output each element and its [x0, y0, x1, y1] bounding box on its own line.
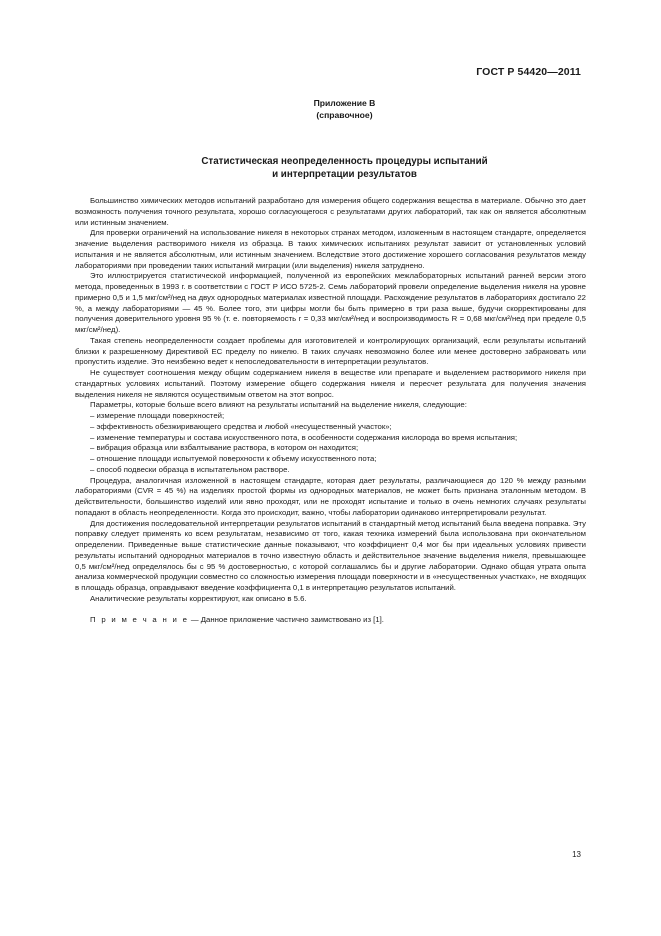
paragraph: Большинство химических методов испытаний разработано для измерения общего содержания вещества в материале. Обычно это дает возможность получения точного результата, хорошо согласующегося с результатами других лабораторий, так как он является абсолютным или истинным значением.: [75, 196, 586, 227]
paragraph: Для достижения последовательной интерпретации результатов испытаний в стандартный метод испытаний была введена поправка. Эту поправку следует применять ко всем результатам, независимо от того, какая техника измерений была использована при окончательном определении. Приведенные выше статистические данные показывают, что коэффициент 0,4 мог бы при идеальных условиях привести результаты испытаний однородных материалов в точно известную область и действительное значение выделения никеля, превышающее 0,5 мкг/см²/нед определялось бы с 95 % достоверностью, с которой соглашались бы и другие лаборатории. Однако общая утрата опыта анализа коммерческой продукции совместно со сложностью измерения площади поверхности и в «несущественных участках», не входящих в площадь образца, оправдывают введение коэффициента 0,1 в интерпретацию результатов испытаний.: [75, 518, 586, 592]
list-item: – эффективность обезжиривающего средства и любой «несущественный участок»;: [90, 421, 392, 431]
section-title-line-1: Статистическая неопределенность процедуры испытаний: [201, 156, 488, 167]
document-standard-number: ГОСТ Р 54420—2011: [476, 66, 581, 78]
paragraph: Аналитические результаты корректируют, как описано в 5.6.: [90, 593, 307, 603]
paragraph: Это иллюстрируется статистической информацией, полученной из европейских межлабораторных испытаний ранней версии этого метода, проведенных в 1993 г. в соответствии с ГОСТ Р ИСО 5725-2. Семь лабораторий провели определение выделения никеля на уровне примерно 0,5 и 1,5 мкг/см²/нед на двух однородных материалах известной площади. Расхождение результатов в лабораториях достигало 22 %, а между лабораториями — 45 %. Более того, эти цифры могли бы быть примерно в три раза выше, будучи скорректированы для получения доверительного уровня 95 % (т. е. повторяемость r = 0,33 мкг/см²/нед и воспроизводимость R = 0,68 мкг/см²/нед при пределе 0,5 мкг/см²/нед).: [75, 271, 586, 334]
page-number: 13: [572, 850, 581, 859]
note-text: — Данное приложение частично заимствовано из [1].: [188, 614, 384, 624]
document-body: [75, 196, 586, 625]
annex-title: Приложение В: [313, 98, 376, 108]
section-title-line-2: и интерпретации результатов: [272, 169, 417, 180]
note-label: П р и м е ч а н и е: [90, 614, 189, 624]
note: [75, 615, 586, 626]
list-item: – вибрация образца или взбалтывание раствора, в котором он находится;: [90, 443, 359, 453]
paragraph: Для проверки ограничений на использование никеля в некоторых странах методом, изложенным в настоящем стандарте, определяется значение выделения растворимого никеля из образца. В таких химических испытаниях результат зависит от установленных условий испытания и не является абсолютным, или истинным значением. Вследствие этого достижение хорошего согласования результатов между лабораториями при проведении таких испытаний миграции (или выделения) никеля затруднено.: [75, 228, 586, 270]
list-item: – способ подвески образца в испытательном растворе.: [90, 464, 290, 474]
paragraph: Такая степень неопределенности создает проблемы для изготовителей и контролирующих организаций, если результаты испытаний близки к разрешенному Директивой ЕС пределу по никелю. В таких случаях невозможно более или менее достоверно забраковать или пропустить изделие. Это неизбежно ведет к непоследовательности в интерпретации результатов.: [75, 335, 586, 367]
annex-subtitle: (справочное): [316, 109, 373, 120]
paragraph: Процедура, аналогичная изложенной в настоящем стандарте, которая дает результаты, различающиеся до 120 % между разными лабораториями (CVR = 45 %) на изделиях простой формы из однородных материалов, не может быть признана эталонным методом. В действительности, большинство изделий или явно проходят, или не проходят испытание и только в очень немногих случаях результаты попадают в область неопределенности. Когда это происходит, важно, чтобы лаборатории одинаково интерпретировали результат.: [75, 475, 586, 517]
list-item: – измерение площади поверхностей;: [90, 411, 225, 420]
list-item: – изменение температуры и состава искусственного пота, в особенности содержания кислорода во время испытания;: [90, 432, 518, 442]
section-title: [0, 155, 661, 181]
paragraph: Не существует соотношения между общим содержанием никеля в веществе или препарате и выделением растворимого никеля при стандартных условиях испытаний. Поэтому измерение общего содержания никеля и пересчет результата для получения значения выделения никеля не являются осуществимым ответом на этот вопрос.: [75, 368, 586, 399]
paragraph: Параметры, которые больше всего влияют на результаты испытаний на выделение никеля, следующие:: [90, 400, 467, 410]
annex-heading: [0, 98, 661, 121]
list-item: – отношение площади испытуемой поверхности к объему искусственного пота;: [90, 454, 377, 463]
